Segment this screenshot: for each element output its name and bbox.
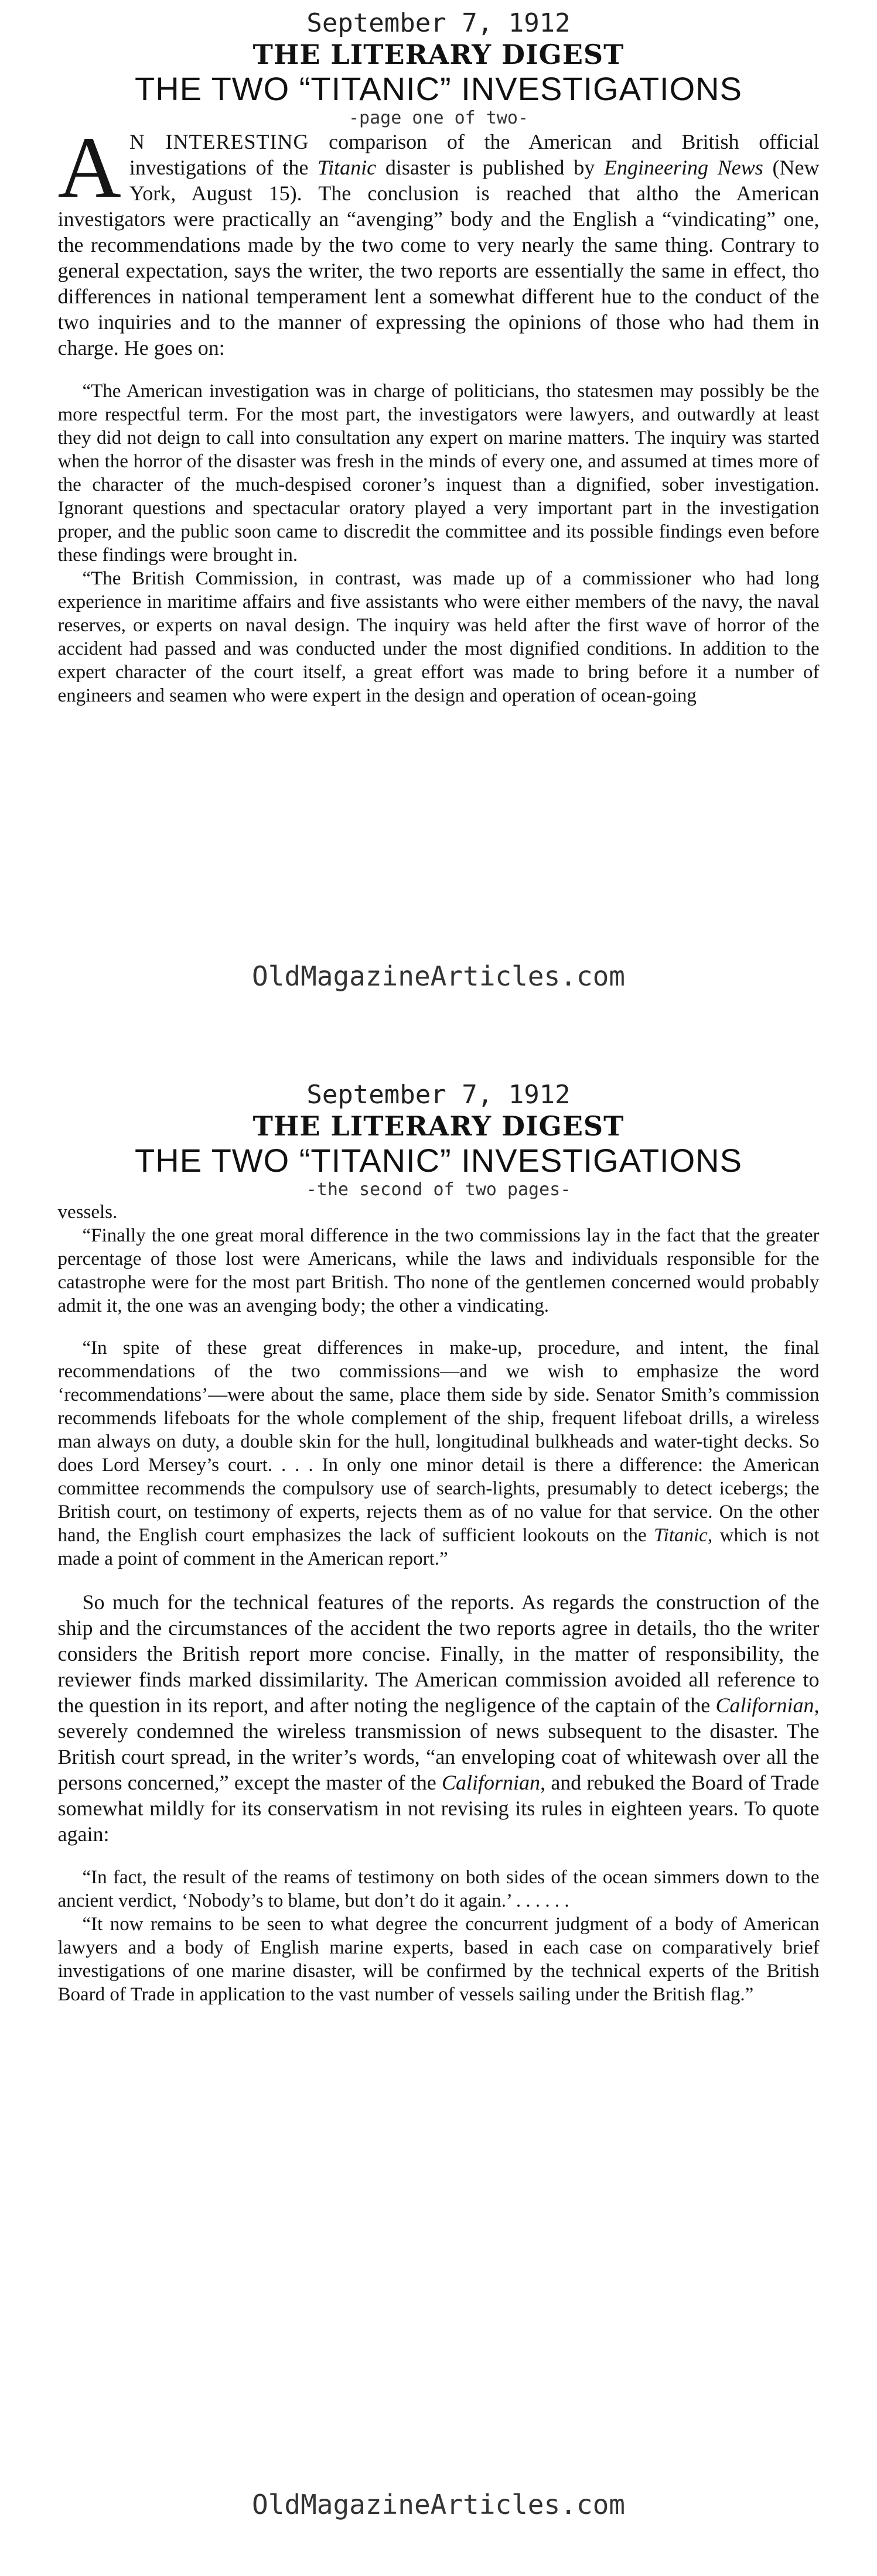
article-title: THE TWO “TITANIC” INVESTIGATIONS [135, 70, 742, 107]
page-subtitle: -page one of two- [348, 108, 529, 128]
site-footer: OldMagazineArticles.com [252, 2489, 625, 2520]
article-body [57, 119, 820, 707]
page-two [0, 1072, 877, 2576]
article-body [58, 1200, 820, 2006]
quote-paragraph: “It now remains to be seen to what degree the concurrent judgment of a body of American lawyers and a body of English marine experts, based in each case on comparatively brief investigations of one marine disaster, will be confirmed by the technical experts of the British Board of Trade in application to the vast number of vessels sailing under the British flag.” [57, 1914, 820, 2005]
quote-paragraph: “The American investigation was in charge of politicians, tho statesmen may possibly be the more respectful term. For the most part, the investigators were lawyers, and outwardly at least they did not deign to call into consultation any expert on marine matters. The inquiry was started when the horror of the disaster was fresh in the minds of every one, and assumed at times more of the character of the much-despised coroner’s inquest than a dignified, sober investigation. Ignorant questions and spectacular oratory played a very important part in the investigation proper, and the public soon came to discredit the committee and its possible findings even before these findings were brought in. [57, 381, 820, 566]
quote-paragraph: “In fact, the result of the reams of testimony on both sides of the ocean simmers down to the ancient verdict, ‘Nobody’s to blame, but don’t do it again.’ . . . . . . [57, 1867, 820, 1911]
site-footer: OldMagazineArticles.com [252, 960, 625, 992]
continued-text: vessels. [57, 1202, 118, 1223]
quote-paragraph: “The British Commission, in contrast, was made up of a commissioner who had long experience in maritime affairs and five assistants who were either members of the navy, the naval reserves, or experts on naval design. The inquiry was held after the first wave of horror of the accident had passed and was conducted under the most dignified conditions. In addition to the expert character of the court itself, a great effort was made to bring before it a number of engineers and seamen who were expert in the design and operation of ocean-going [57, 568, 820, 706]
quote-paragraph: “In spite of these great differences in make-up, procedure, and intent, the final recommendations of the two commissions—and we wish to emphasize the word ‘recommendations’—were about the same, place them side by side. Senator Smith’s commission recommends lifeboats for the whole complement of the ship, frequent lifeboat drills, a wireless man always on duty, a double skin for the hull, longitudinal bulkheads and water-tight decks. So does Lord Mersey’s court. . . . In only one minor detail is there a difference: the American committee recommends the compulsory use of search-lights, presumably to detect icebergs; the British court, on testimony of experts, rejects them as of no value for that service. On the other hand, the English court emphasizes the lack of sufficient lookouts on the Titanic, which is not made a point of comment in the American report.” [57, 1337, 820, 1569]
magazine-name: THE LITERARY DIGEST [252, 1110, 625, 1142]
magazine-name: THE LITERARY DIGEST [252, 39, 625, 70]
article-title: THE TWO “TITANIC” INVESTIGATIONS [135, 1142, 742, 1179]
page-one [0, 0, 877, 1072]
drop-cap: A [57, 119, 121, 216]
body-paragraph: So much for the technical features of the reports. As regards the construction of the ship and the circumstances of the accident the two reports agree in details, tho the writer considers the British report more concise. Finally, in the matter of responsibility, the reviewer finds marked dissimilarity. The American commission avoided all reference to the question in its report, and after noting the negligence of the captain of the Californian, severely condemned the wireless transmission of news subsequent to the disaster. The British court spread, in the writer’s words, “an enveloping coat of whitewash over all the persons concerned,” except the master of the Californian, and rebuked the Board of Trade somewhat mildly for its conservatism in not revising its rules in eighteen years. To quote again: [57, 1590, 820, 1846]
page-date: September 7, 1912 [306, 8, 571, 38]
quote-paragraph: “Finally the one great moral difference in the two commissions lay in the fact that the greater percentage of those lost were Americans, while the laws and individuals responsible for the catastrophe were for the most part British. Tho none of the gentlemen concerned would probably admit it, the one was an avenging body; the other a vindicating. [57, 1225, 820, 1316]
lead-paragraph: A N INTERESTING comparison of the American and British official investigations of the Titanic disaster is published by Engineering News (New York, August 15). The conclusion is reached that altho the American investigators were practically an “avenging” body and the English a “vindicating” one, the recommendations made by the two come to very nearly the same thing. Contrary to general expectation, says the writer, the two reports are essentially the same in effect, tho differences in national temperament lent a somewhat different hue to the conduct of the two inquiries and to the manner of expressing the opinions of those who had them in charge. He goes on: [57, 119, 820, 360]
page-date: September 7, 1912 [306, 1080, 571, 1110]
page-subtitle: -the second of two pages- [306, 1179, 571, 1200]
